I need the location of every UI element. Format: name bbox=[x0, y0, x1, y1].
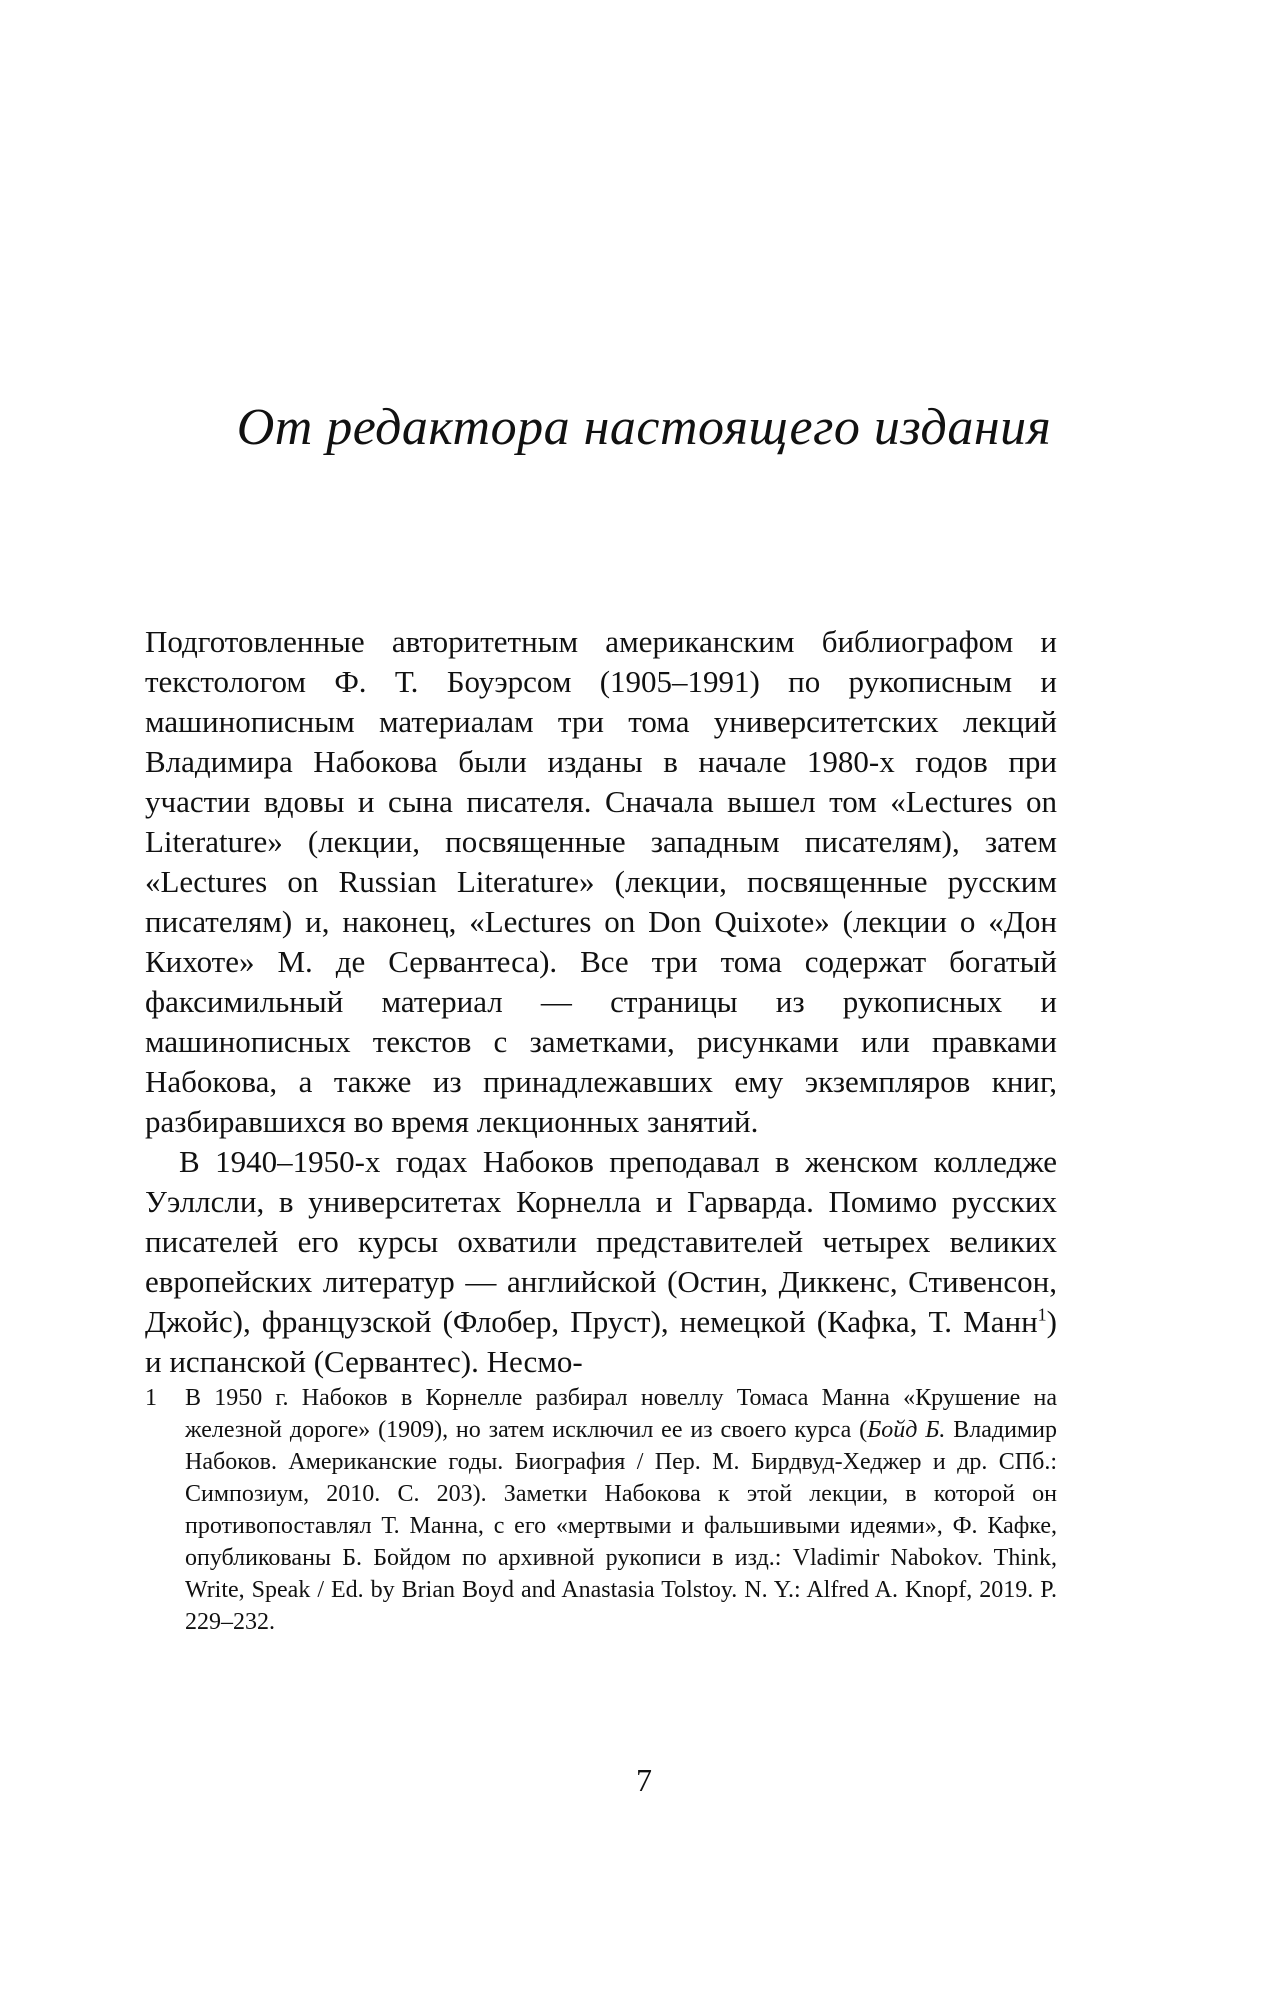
paragraph-2-text-start: В 1940–1950-х годах Набоков преподавал в женском колледже Уэллсли, в университетах Корнелла и Гарварда. Помимо русских писателей его курсы охватили представителей четырех великих европейских литератур — английской (Остин, Диккенс, Стивенсон, Джойс), французской (Флобер, Пруст), немецкой (Кафка, Т. Манн bbox=[145, 1144, 1057, 1339]
footnote-number: 1 bbox=[145, 1385, 157, 1411]
paragraph-2-text-end: ) и испанской (Сервантес). Несмо- bbox=[145, 1304, 1057, 1379]
footnote-text-start: В 1950 г. Набоков в Корнелле разбирал новеллу Томаса Манна «Крушение на железной дороге» (1909), но затем исключил ее из своего курса ( bbox=[185, 1385, 1057, 1443]
page-number: 7 bbox=[636, 1762, 652, 1798]
footnote bbox=[145, 1382, 1057, 1638]
paragraph-2 bbox=[145, 1142, 1057, 1382]
page-title: От редактора настоящего издания bbox=[236, 399, 1052, 456]
footnote-reference[interactable]: 1 bbox=[1037, 1304, 1047, 1325]
body-text bbox=[145, 622, 1057, 1382]
footnote-text bbox=[185, 1382, 1057, 1638]
paragraph-1: Подготовленные авторитетным американским библиографом и текстологом Ф. Т. Боуэрсом (1905–1991) по рукописным и машинописным материалам три тома университетских лекций Владимира Набокова были изданы в начале 1980-х годов при участии вдовы и сына писателя. Сначала вышел том «Lectures on Literature» (лекции, посвященные западным писателям), затем «Lectures on Russian Literature» (лекции, посвященные русским писателям) и, наконец, «Lectures on Don Quixote» (лекции о «Дон Кихоте» М. де Сервантеса). Все три тома содержат богатый факсимильный материал — страницы из рукописных и машинописных текстов с заметками, рисунками или правками Набокова, а также из принадлежавших ему экземпляров книг, разбиравшихся во время лекционных занятий. bbox=[145, 624, 1057, 1139]
footnote-text-end: Владимир Набоков. Американские годы. Биография / Пер. М. Бирдвуд-Хеджер и др. СПб.: Симпозиум, 2010. С. 203). Заметки Набокова к этой лекции, в которой он противопоставлял Т. Манна, с его «мертвыми и фальшивыми идеями», Ф. Кафке, опубликованы Б. Бойдом по архивной рукописи в изд.: Vladimir Nabokov. Think, Write, Speak / Ed. by Brian Boyd and Anastasia Tolstoy. N. Y.: Alfred A. Knopf, 2019. P. 229–232. bbox=[185, 1417, 1058, 1635]
footnote-author-italic: Бойд Б. bbox=[867, 1417, 946, 1443]
